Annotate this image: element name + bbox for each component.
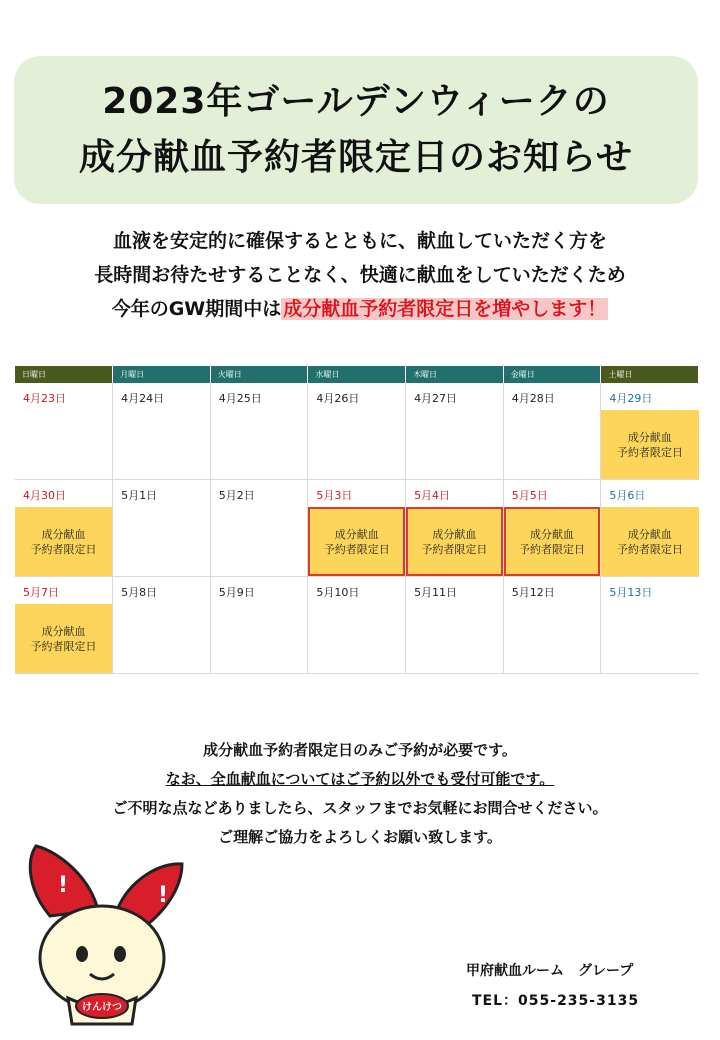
calendar-day-cell <box>113 480 211 577</box>
day-date-label: 5月13日 <box>609 586 653 599</box>
day-date-label: 4月23日 <box>23 392 66 405</box>
intro-line-1: 血液を安定的に確保するとともに、献血していただく方を <box>112 230 607 252</box>
note-line-2 <box>0 765 720 794</box>
svg-text:!: ! <box>58 873 69 898</box>
calendar-day-cell <box>210 577 308 674</box>
day-date-label: 5月8日 <box>121 586 158 599</box>
day-date-label: 5月9日 <box>218 586 255 599</box>
calendar-day-cell <box>308 480 406 577</box>
intro-line-3-prefix: 今年のGW期間中は <box>111 298 282 320</box>
day-date-label: 5月4日 <box>414 489 451 502</box>
weekday-header-thu: 木曜日 <box>406 366 504 383</box>
day-date-label: 4月25日 <box>218 392 262 405</box>
calendar-day-cell <box>406 383 504 480</box>
intro-line-3 <box>0 292 720 326</box>
day-date-label: 5月1日 <box>121 489 158 502</box>
calendar-body <box>15 383 699 674</box>
weekday-header-sun: 日曜日 <box>15 366 113 383</box>
day-date-label: 5月2日 <box>218 489 255 502</box>
weekday-header-mon: 月曜日 <box>113 366 211 383</box>
calendar-day-cell <box>406 577 504 674</box>
mascot-badge-label: けんけつ <box>82 1002 122 1013</box>
weekday-header-wed: 水曜日 <box>308 366 406 383</box>
day-date-label: 4月28日 <box>511 392 555 405</box>
calendar-day-cell <box>601 577 699 674</box>
limited-day-badge: 成分献血 予約者限定日 <box>15 507 112 576</box>
notes-text <box>0 736 720 852</box>
note-line-1: 成分献血予約者限定日のみご予約が必要です。 <box>203 741 517 759</box>
kenketsu-mascot-icon <box>20 838 190 1028</box>
footer-org: 甲府献血ルーム グレープ <box>466 963 634 979</box>
calendar-week-row <box>15 577 699 674</box>
calendar-day-cell <box>15 383 113 480</box>
calendar-day-cell <box>210 480 308 577</box>
calendar-day-cell <box>15 577 113 674</box>
day-date-label: 4月24日 <box>121 392 165 405</box>
calendar-day-cell <box>210 383 308 480</box>
calendar-header-row <box>15 366 699 383</box>
note-line-4: ご理解ご協力をよろしくお願い致します。 <box>218 828 502 846</box>
note-line-2-underlined: なお、全血献血についてはご予約以外でも受付可能です。 <box>165 770 555 788</box>
gw-calendar <box>15 366 699 674</box>
intro-line-2: 長時間お待たせすることなく、快適に献血をしていただくため <box>94 264 626 286</box>
limited-day-badge: 成分献血 予約者限定日 <box>15 604 112 673</box>
day-date-label: 4月30日 <box>23 489 66 502</box>
footer-tel: TEL：055-235-3135 <box>472 993 640 1009</box>
calendar-week-row <box>15 383 699 480</box>
calendar-day-cell <box>601 480 699 577</box>
day-date-label: 5月6日 <box>609 489 646 502</box>
calendar-day-cell <box>15 480 113 577</box>
footer-contact <box>466 956 639 1016</box>
calendar-day-cell <box>406 480 504 577</box>
weekday-header-sat: 土曜日 <box>601 366 699 383</box>
calendar-day-cell <box>503 480 601 577</box>
limited-day-badge: 成分献血 予約者限定日 <box>504 507 601 576</box>
title-banner <box>14 56 698 204</box>
day-date-label: 4月29日 <box>609 392 653 405</box>
title-line-2: 成分献血予約者限定日のお知らせ <box>79 137 633 178</box>
calendar-day-cell <box>601 383 699 480</box>
weekday-header-fri: 金曜日 <box>503 366 601 383</box>
day-date-label: 5月10日 <box>316 586 360 599</box>
limited-day-badge: 成分献血 予約者限定日 <box>308 507 405 576</box>
day-date-label: 5月7日 <box>23 586 59 599</box>
svg-text:!: ! <box>158 883 169 908</box>
calendar-day-cell <box>503 383 601 480</box>
calendar-week-row <box>15 480 699 577</box>
limited-day-badge: 成分献血 予約者限定日 <box>601 410 698 479</box>
calendar-day-cell <box>503 577 601 674</box>
day-date-label: 5月12日 <box>511 586 555 599</box>
intro-text <box>0 224 720 326</box>
note-line-3: ご不明な点などありましたら、スタッフまでお気軽にお問合せください。 <box>112 799 608 817</box>
day-date-label: 4月26日 <box>316 392 360 405</box>
day-date-label: 4月27日 <box>414 392 458 405</box>
weekday-header-tue: 火曜日 <box>210 366 308 383</box>
limited-day-badge: 成分献血 予約者限定日 <box>601 507 698 576</box>
calendar-day-cell <box>308 577 406 674</box>
day-date-label: 5月11日 <box>414 586 458 599</box>
day-date-label: 5月5日 <box>511 489 548 502</box>
limited-day-badge: 成分献血 予約者限定日 <box>406 507 503 576</box>
calendar-day-cell <box>308 383 406 480</box>
day-date-label: 5月3日 <box>316 489 353 502</box>
calendar-day-cell <box>113 577 211 674</box>
title-line-1: 2023年ゴールデンウィークの <box>102 81 610 122</box>
calendar-day-cell <box>113 383 211 480</box>
intro-highlight: 成分献血予約者限定日を増やします！ <box>283 298 607 320</box>
